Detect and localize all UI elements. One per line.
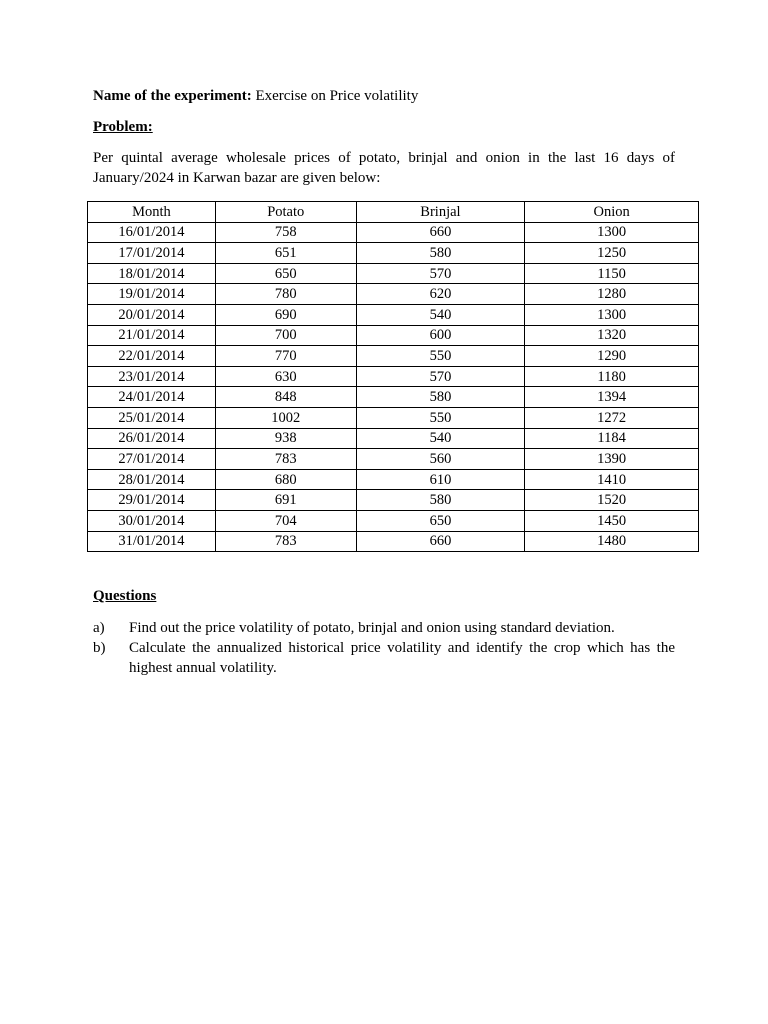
cell-onion: 1520 — [525, 490, 699, 511]
cell-brinjal: 620 — [356, 284, 525, 305]
document-header — [93, 86, 675, 188]
cell-onion: 1184 — [525, 428, 699, 449]
cell-date: 30/01/2014 — [88, 510, 216, 531]
cell-brinjal: 550 — [356, 407, 525, 428]
cell-potato: 938 — [215, 428, 356, 449]
table-row — [88, 490, 699, 511]
cell-date: 24/01/2014 — [88, 387, 216, 408]
cell-onion: 1450 — [525, 510, 699, 531]
column-header-brinjal: Brinjal — [356, 202, 525, 223]
cell-brinjal: 540 — [356, 428, 525, 449]
cell-date: 21/01/2014 — [88, 325, 216, 346]
experiment-title: Exercise on Price volatility — [255, 88, 419, 104]
table-row — [88, 510, 699, 531]
table-row — [88, 346, 699, 367]
cell-brinjal: 610 — [356, 469, 525, 490]
table-row — [88, 387, 699, 408]
price-table — [87, 201, 699, 552]
cell-brinjal: 570 — [356, 263, 525, 284]
cell-potato: 691 — [215, 490, 356, 511]
cell-potato: 690 — [215, 304, 356, 325]
cell-potato: 783 — [215, 531, 356, 552]
cell-onion: 1300 — [525, 304, 699, 325]
cell-onion: 1290 — [525, 346, 699, 367]
cell-onion: 1250 — [525, 243, 699, 264]
column-header-month: Month — [88, 202, 216, 223]
cell-date: 27/01/2014 — [88, 449, 216, 470]
questions-list — [93, 618, 675, 678]
table-row — [88, 531, 699, 552]
column-header-potato: Potato — [215, 202, 356, 223]
table-row — [88, 469, 699, 490]
cell-potato: 770 — [215, 346, 356, 367]
question-text: Calculate the annualized historical price volatility and identify the crop which has the highest annual volatility. — [129, 640, 675, 676]
cell-potato: 758 — [215, 222, 356, 243]
questions-heading: Questions — [93, 588, 157, 604]
cell-onion: 1180 — [525, 366, 699, 387]
cell-date: 22/01/2014 — [88, 346, 216, 367]
cell-date: 25/01/2014 — [88, 407, 216, 428]
table-row — [88, 243, 699, 264]
cell-date: 16/01/2014 — [88, 222, 216, 243]
cell-date: 26/01/2014 — [88, 428, 216, 449]
question-marker: a) — [93, 620, 105, 636]
cell-onion: 1272 — [525, 407, 699, 428]
problem-statement: Per quintal average wholesale prices of potato, brinjal and onion in the last 16 days of January/2024 in Karwan bazar are given below: — [93, 150, 675, 186]
cell-date: 19/01/2014 — [88, 284, 216, 305]
cell-potato: 783 — [215, 449, 356, 470]
cell-potato: 680 — [215, 469, 356, 490]
problem-heading: Problem: — [93, 119, 153, 135]
cell-date: 31/01/2014 — [88, 531, 216, 552]
cell-potato: 650 — [215, 263, 356, 284]
table-row — [88, 222, 699, 243]
cell-date: 17/01/2014 — [88, 243, 216, 264]
table-row — [88, 366, 699, 387]
cell-brinjal: 650 — [356, 510, 525, 531]
table-row — [88, 449, 699, 470]
cell-potato: 651 — [215, 243, 356, 264]
cell-date: 28/01/2014 — [88, 469, 216, 490]
table-header-row — [88, 202, 699, 223]
cell-brinjal: 580 — [356, 387, 525, 408]
cell-onion: 1394 — [525, 387, 699, 408]
cell-potato: 630 — [215, 366, 356, 387]
cell-date: 18/01/2014 — [88, 263, 216, 284]
cell-onion: 1280 — [525, 284, 699, 305]
cell-brinjal: 550 — [356, 346, 525, 367]
cell-brinjal: 580 — [356, 243, 525, 264]
cell-brinjal: 660 — [356, 222, 525, 243]
cell-date: 20/01/2014 — [88, 304, 216, 325]
column-header-onion: Onion — [525, 202, 699, 223]
experiment-line — [93, 86, 675, 106]
table-body — [88, 222, 699, 552]
experiment-label: Name of the experiment: — [93, 88, 252, 104]
cell-potato: 700 — [215, 325, 356, 346]
cell-brinjal: 580 — [356, 490, 525, 511]
question-item — [93, 618, 675, 638]
cell-brinjal: 570 — [356, 366, 525, 387]
table-row — [88, 284, 699, 305]
table-row — [88, 428, 699, 449]
cell-onion: 1390 — [525, 449, 699, 470]
cell-brinjal: 660 — [356, 531, 525, 552]
cell-onion: 1480 — [525, 531, 699, 552]
table-row — [88, 263, 699, 284]
cell-potato: 848 — [215, 387, 356, 408]
table-row — [88, 407, 699, 428]
table-row — [88, 304, 699, 325]
cell-onion: 1300 — [525, 222, 699, 243]
question-marker: b) — [93, 640, 106, 656]
cell-onion: 1320 — [525, 325, 699, 346]
cell-brinjal: 560 — [356, 449, 525, 470]
table-row — [88, 325, 699, 346]
cell-date: 29/01/2014 — [88, 490, 216, 511]
questions-section — [93, 586, 675, 678]
question-item — [93, 638, 675, 678]
cell-onion: 1150 — [525, 263, 699, 284]
cell-brinjal: 600 — [356, 325, 525, 346]
cell-date: 23/01/2014 — [88, 366, 216, 387]
cell-potato: 1002 — [215, 407, 356, 428]
question-text: Find out the price volatility of potato, brinjal and onion using standard deviation. — [129, 620, 615, 636]
cell-onion: 1410 — [525, 469, 699, 490]
cell-potato: 704 — [215, 510, 356, 531]
price-table-container — [87, 201, 699, 552]
cell-brinjal: 540 — [356, 304, 525, 325]
cell-potato: 780 — [215, 284, 356, 305]
